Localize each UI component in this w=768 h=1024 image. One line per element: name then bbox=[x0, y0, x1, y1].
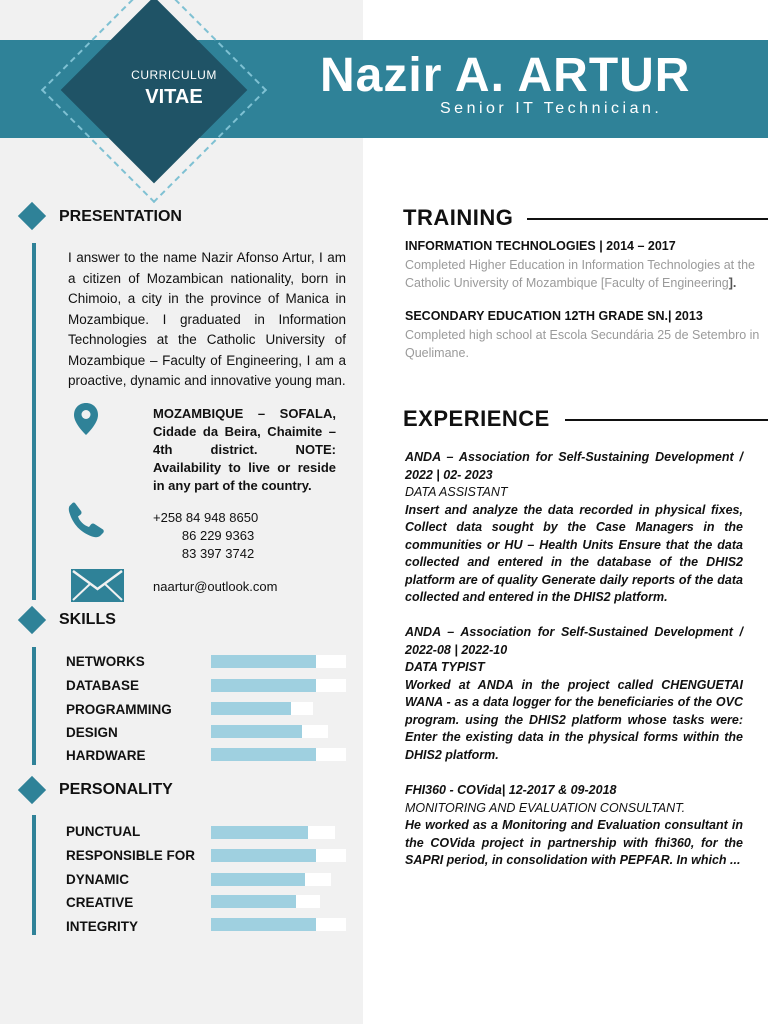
trait-bar bbox=[211, 895, 320, 908]
trait-bar bbox=[211, 826, 335, 839]
candidate-role: Senior IT Technician. bbox=[440, 100, 663, 117]
presentation-line bbox=[32, 243, 36, 600]
skill-label: DATABASE bbox=[66, 678, 139, 693]
personality-title: PERSONALITY bbox=[59, 781, 173, 798]
training-item-desc: Completed Higher Education in Information Technologies at the Catholic University of Mozambique [Faculty of Engineering]. bbox=[405, 258, 755, 290]
presentation-text: I answer to the name Nazir Afonso Artur, I am a citizen of Mozambican nationality, born in Chimoio, a city in the province of Manica in Mozambique. I graduated in Information Technologies at the Catholic University of Mozambique – Faculty of Engineering, I am a proactive, dynamic and innovative young man. bbox=[68, 250, 346, 388]
trait-bar bbox=[211, 918, 346, 931]
training-item-head: SECONDARY EDUCATION 12TH GRADE SN.| 2013 bbox=[405, 309, 703, 323]
phone-numbers: +258 84 948 8650 86 229 9363 83 397 3742 bbox=[153, 510, 259, 561]
skill-bar-fill bbox=[211, 725, 302, 738]
trait-bar-fill bbox=[211, 873, 305, 886]
training-rule bbox=[527, 218, 768, 220]
personality-line bbox=[32, 815, 36, 935]
location-pin-icon bbox=[73, 402, 99, 436]
presentation-title: PRESENTATION bbox=[59, 208, 182, 225]
skill-bar-fill bbox=[211, 679, 316, 692]
trait-label: PUNCTUAL bbox=[66, 824, 141, 839]
experience-role: DATA TYPIST bbox=[405, 660, 485, 674]
skill-bar-fill bbox=[211, 702, 291, 715]
experience-head: ANDA – Association for Self-Sustained Development / 2022-08 | 2022-10 bbox=[405, 625, 743, 657]
trait-label: CREATIVE bbox=[66, 895, 134, 910]
skills-title: SKILLS bbox=[59, 611, 116, 628]
experience-role: MONITORING AND EVALUATION CONSULTANT. bbox=[405, 800, 686, 815]
trait-label: DYNAMIC bbox=[66, 872, 129, 887]
trait-bar-fill bbox=[211, 826, 308, 839]
skill-label: NETWORKS bbox=[66, 654, 145, 669]
experience-desc: Insert and analyze the data recorded in physical fixes, Collect data sought by the Case Managers in the communities or HU – Health Units Ensure that the data collected and entered in the database of the DHIS2 platform are of quality Generate daily reports of the data collected and entered in the DHIS2 platform. bbox=[405, 502, 743, 604]
skill-bar bbox=[211, 702, 313, 715]
trait-bar-fill bbox=[211, 849, 316, 862]
cv-label-small: CURRICULUM bbox=[131, 68, 217, 82]
experience-role: DATA ASSISTANT bbox=[405, 485, 508, 499]
skill-bar-fill bbox=[211, 748, 316, 761]
skill-bar bbox=[211, 655, 346, 668]
skill-label: HARDWARE bbox=[66, 748, 146, 763]
experience-desc: Worked at ANDA in the project called CHENGUETAI WANA - as a data logger for the beneficiaries of the OVC program. using the DHIS2 platform whose tasks were: Enter the existing data in the physical forms within the DHIS2 platform. bbox=[405, 677, 743, 762]
training-item-head: INFORMATION TECHNOLOGIES | 2014 – 2017 bbox=[405, 239, 676, 253]
phone-icon bbox=[67, 502, 105, 538]
experience-desc: He worked as a Monitoring and Evaluation consultant in the COVida project in partnership with fhi360, for the SAPRI period, in consolidation with PEPFAR. In which ... bbox=[405, 818, 743, 867]
skill-bar bbox=[211, 748, 346, 761]
trait-label: INTEGRITY bbox=[66, 919, 139, 934]
trait-bar bbox=[211, 849, 346, 862]
skill-label: DESIGN bbox=[66, 725, 118, 740]
skills-line bbox=[32, 647, 36, 765]
experience-item bbox=[405, 449, 743, 607]
email-text[interactable]: naartur@outlook.com bbox=[153, 579, 278, 594]
candidate-name: Nazir A. ARTUR bbox=[320, 49, 691, 102]
experience-title: EXPERIENCE bbox=[403, 406, 550, 431]
training-item-desc: Completed high school at Escola Secundária 25 de Setembro in Quelimane. bbox=[405, 328, 760, 360]
skill-label: PROGRAMMING bbox=[66, 702, 172, 717]
cv-label-big: VITAE bbox=[145, 86, 203, 108]
skill-bar bbox=[211, 725, 328, 738]
address-text: MOZAMBIQUE – SOFALA, Cidade da Beira, Chaimite – 4th district. NOTE: Availability to live or reside in any part of the country. bbox=[153, 406, 336, 493]
skill-bar-fill bbox=[211, 655, 316, 668]
skill-bar bbox=[211, 679, 346, 692]
envelope-icon bbox=[70, 568, 125, 603]
trait-bar bbox=[211, 873, 331, 886]
experience-item bbox=[405, 782, 743, 870]
trait-label: RESPONSIBLE FOR bbox=[66, 848, 196, 863]
trait-bar-fill bbox=[211, 918, 316, 931]
experience-head: FHI360 - COVida| 12-2017 & 09-2018 bbox=[405, 783, 617, 797]
experience-rule bbox=[565, 419, 768, 421]
experience-head: ANDA – Association for Self-Sustaining Development / 2022 | 02- 2023 bbox=[405, 450, 743, 482]
training-title: TRAINING bbox=[403, 205, 514, 230]
experience-item bbox=[405, 624, 743, 764]
trait-bar-fill bbox=[211, 895, 296, 908]
